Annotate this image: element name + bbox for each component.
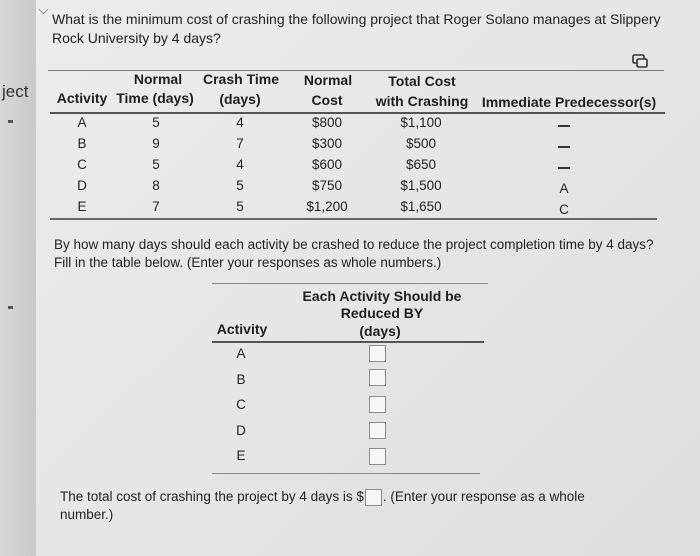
cell-total-cost: $1,650 [400,199,442,214]
cell-normal-cost: $1,200 [306,199,348,214]
reduce-days-input-c[interactable] [369,396,386,413]
background-tick-mark [8,120,13,123]
cell-predecessor: A [559,181,569,196]
answer-table-header-rule [212,341,484,343]
cell-total-cost: $500 [405,136,437,151]
question-panel [36,0,700,556]
col-header-crash-time-top: Crash Time [203,71,279,87]
table-bottom-rule [50,218,657,220]
col-header-normal-time-top: Normal [133,71,183,87]
total-cost-statement [60,488,640,524]
cell-crash-time: 4 [236,157,244,172]
reduce-days-input-b[interactable] [369,369,386,386]
cell-normal-cost: $300 [311,136,343,151]
no-predecessor-dash [558,125,570,127]
background-window-text: ject [2,82,29,101]
answer-activity-label: E [236,448,246,463]
cell-crash-time: 4 [236,115,244,130]
cell-total-cost: $1,100 [400,115,442,130]
cell-normal-time: 5 [152,115,160,130]
total-cost-text-before: The total cost of crashing the project by 4 days is $ [60,489,364,504]
col-header-total-cost-top: Total Cost [388,73,456,89]
col-header-activity: Activity [56,90,108,106]
reduce-days-input-d[interactable] [369,422,386,439]
col-header-normal-cost-top: Normal [303,72,353,88]
col-header-total-cost-bottom: with Crashing [375,93,469,109]
background-tick-mark [8,306,13,309]
no-predecessor-dash [558,146,570,148]
total-cost-input[interactable] [365,489,382,506]
cell-crash-time: 5 [236,178,244,193]
cell-normal-time: 8 [152,178,160,193]
collapse-chevron-icon[interactable] [39,5,49,15]
cell-activity: D [77,178,87,193]
cell-normal-cost: $750 [311,178,343,193]
col-header-predecessor: Immediate Predecessor(s) [481,94,657,110]
question-text: What is the minimum cost of crashing the following project that Roger Solano manages at Slippery Rock University by 4 days? [52,11,661,46]
cell-normal-time: 5 [152,157,160,172]
col-header-normal-time-bottom: Time (days) [116,90,194,106]
answer-header-reduce-line2: Reduced BY [340,305,424,321]
cell-crash-time: 7 [236,136,244,151]
cell-normal-cost: $800 [311,115,343,130]
copy-data-icon[interactable] [632,54,648,68]
answer-activity-label: D [236,423,246,438]
cell-total-cost: $1,500 [400,178,442,193]
answer-activity-label: B [236,372,246,387]
cell-normal-cost: $600 [311,157,343,172]
answer-header-reduce-line3: (days) [359,323,401,339]
reduce-days-input-e[interactable] [369,448,386,465]
cell-activity: B [77,136,87,151]
cell-predecessor: C [559,202,569,217]
answer-table-top-rule [212,283,488,284]
answer-header-reduce-line1: Each Activity Should be [302,288,462,304]
answer-activity-label: C [236,397,246,412]
cell-crash-time: 5 [236,199,244,214]
col-header-normal-cost-bottom: Cost [311,92,343,108]
answer-header-activity: Activity [216,321,268,337]
table-header-rule [50,112,665,114]
instruction-text: By how many days should each activity be crashed to reduce the project completion time by 4 days? Fill in the table below. (Enter your responses as whole numbers.) [54,237,654,270]
total-cost-text-after: . (Enter your response as a whole number.) [60,489,585,522]
answer-activity-label: A [236,346,246,361]
reduce-days-input-a[interactable] [369,345,386,362]
cell-activity: A [77,115,87,130]
cell-normal-time: 7 [152,199,160,214]
cell-normal-time: 9 [152,136,160,151]
answer-table-bottom-rule [212,473,480,474]
cell-activity: E [77,199,87,214]
cell-total-cost: $650 [405,157,437,172]
col-header-crash-time-bottom: (days) [219,91,261,107]
cell-activity: C [77,157,87,172]
left-background-window [0,0,36,556]
no-predecessor-dash [558,167,570,169]
